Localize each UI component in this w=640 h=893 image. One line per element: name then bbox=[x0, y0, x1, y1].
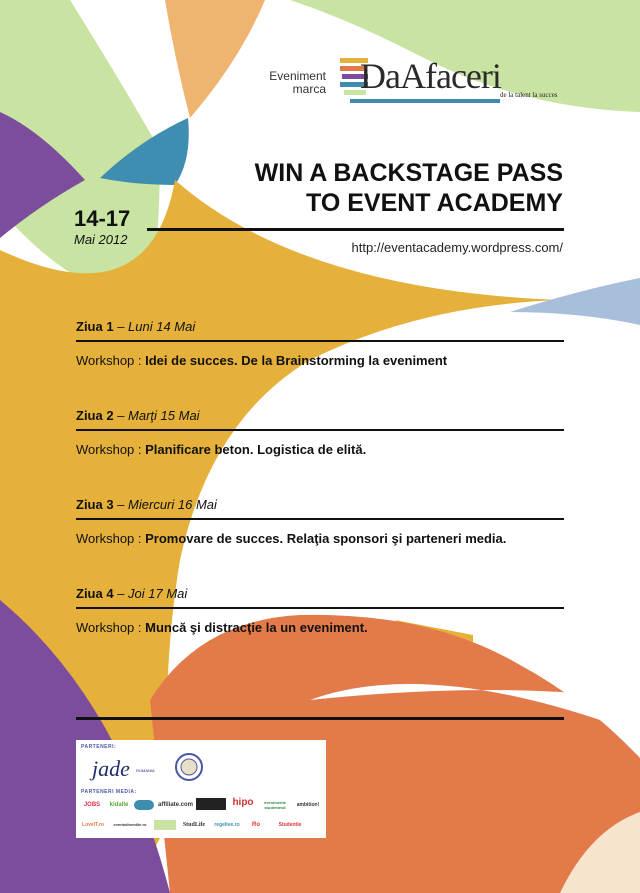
day-heading bbox=[76, 497, 564, 513]
day-separator: – bbox=[113, 408, 129, 423]
day-4 bbox=[76, 586, 564, 636]
workshop-prefix: Workshop : bbox=[76, 442, 146, 457]
headline-line-2: TO EVENT ACADEMY bbox=[306, 189, 563, 217]
header-rule bbox=[147, 228, 564, 231]
workshop-title: Planificare beton. Logistica de elită. bbox=[145, 442, 367, 457]
university-seal-icon bbox=[172, 752, 206, 782]
media-partners-label: PARTENERI MEDIA: bbox=[81, 789, 137, 795]
workshop-prefix: Workshop : bbox=[76, 620, 146, 635]
day-rule bbox=[76, 340, 564, 342]
media-logo-ro: Ro bbox=[252, 822, 260, 828]
day-heading bbox=[76, 408, 564, 424]
website-link[interactable]: http://eventacademy.wordpress.com/ bbox=[351, 240, 563, 255]
partners-label: PARTENERI: bbox=[81, 744, 117, 750]
media-logo-loveit: LoveIT.ro bbox=[82, 822, 104, 828]
jade-logo-sub: ROMANIA bbox=[136, 768, 155, 773]
media-logo-regelive: regelive.ro bbox=[214, 822, 240, 828]
media-logo-affiliate: affiliate.com bbox=[158, 802, 194, 808]
eveniment-text: Eveniment bbox=[269, 69, 326, 83]
media-logo-events: eventsthemilie.ro bbox=[113, 822, 147, 827]
day-rule bbox=[76, 429, 564, 431]
media-logo-studlife: StudLife bbox=[182, 822, 206, 828]
media-logo-cloud bbox=[134, 800, 154, 810]
day-label: Ziua 4 bbox=[76, 586, 114, 601]
day-3 bbox=[76, 497, 564, 547]
workshop-line bbox=[76, 531, 564, 547]
day-date: Luni 14 Mai bbox=[128, 319, 196, 334]
media-logo-ambition: ambition! bbox=[296, 802, 320, 808]
day-heading bbox=[76, 586, 564, 602]
day-1 bbox=[76, 319, 564, 369]
day-rule bbox=[76, 607, 564, 609]
jade-logo-text: jade bbox=[92, 756, 130, 781]
day-heading bbox=[76, 319, 564, 335]
workshop-line bbox=[76, 620, 564, 636]
partners-panel bbox=[76, 740, 326, 838]
day-date: Marţi 15 Mai bbox=[128, 408, 200, 423]
workshop-line bbox=[76, 442, 564, 458]
headline-line-1: WIN A BACKSTAGE PASS bbox=[254, 159, 563, 187]
day-label: Ziua 2 bbox=[76, 408, 114, 423]
day-label: Ziua 1 bbox=[76, 319, 114, 334]
workshop-title: Idei de succes. De la Brainstorming la eveniment bbox=[145, 353, 448, 368]
media-logo-evenimente: evenimente studentesti bbox=[263, 800, 286, 810]
eveniment-marca-label bbox=[262, 70, 326, 96]
workshop-title: Muncă şi distracţie la un eveniment. bbox=[145, 620, 368, 635]
date-month-year: Mai 2012 bbox=[74, 232, 128, 247]
workshop-line bbox=[76, 353, 564, 369]
jade-logo bbox=[92, 754, 162, 782]
brand-tagline: de la talent la succes bbox=[500, 91, 558, 99]
date-range: 14-17 bbox=[74, 206, 131, 231]
media-logo-jobs: JOBS bbox=[83, 802, 101, 808]
day-label: Ziua 3 bbox=[76, 497, 114, 512]
workshop-title: Promovare de succes. Relaţia sponsori şi parteneri media. bbox=[145, 531, 507, 546]
shape-orange-top bbox=[165, 0, 265, 118]
media-logo-hipo: hipo bbox=[232, 797, 254, 808]
workshop-prefix: Workshop : bbox=[76, 353, 146, 368]
workshop-prefix: Workshop : bbox=[76, 531, 146, 546]
media-logo-kidalle: kidalle bbox=[109, 802, 129, 808]
day-date: Miercuri 16 Mai bbox=[128, 497, 217, 512]
headline bbox=[255, 158, 563, 218]
footer-rule bbox=[76, 717, 564, 720]
day-separator: – bbox=[113, 497, 129, 512]
brand-name: DaAfaceri bbox=[360, 56, 501, 96]
day-separator: – bbox=[113, 586, 129, 601]
media-logo-studentie: Studentie bbox=[278, 822, 302, 828]
day-separator: – bbox=[113, 319, 129, 334]
media-logo-green bbox=[154, 820, 176, 830]
media-logo-dark bbox=[196, 798, 226, 810]
marca-text: marca bbox=[292, 82, 326, 96]
day-rule bbox=[76, 518, 564, 520]
day-2 bbox=[76, 408, 564, 458]
day-date: Joi 17 Mai bbox=[128, 586, 188, 601]
